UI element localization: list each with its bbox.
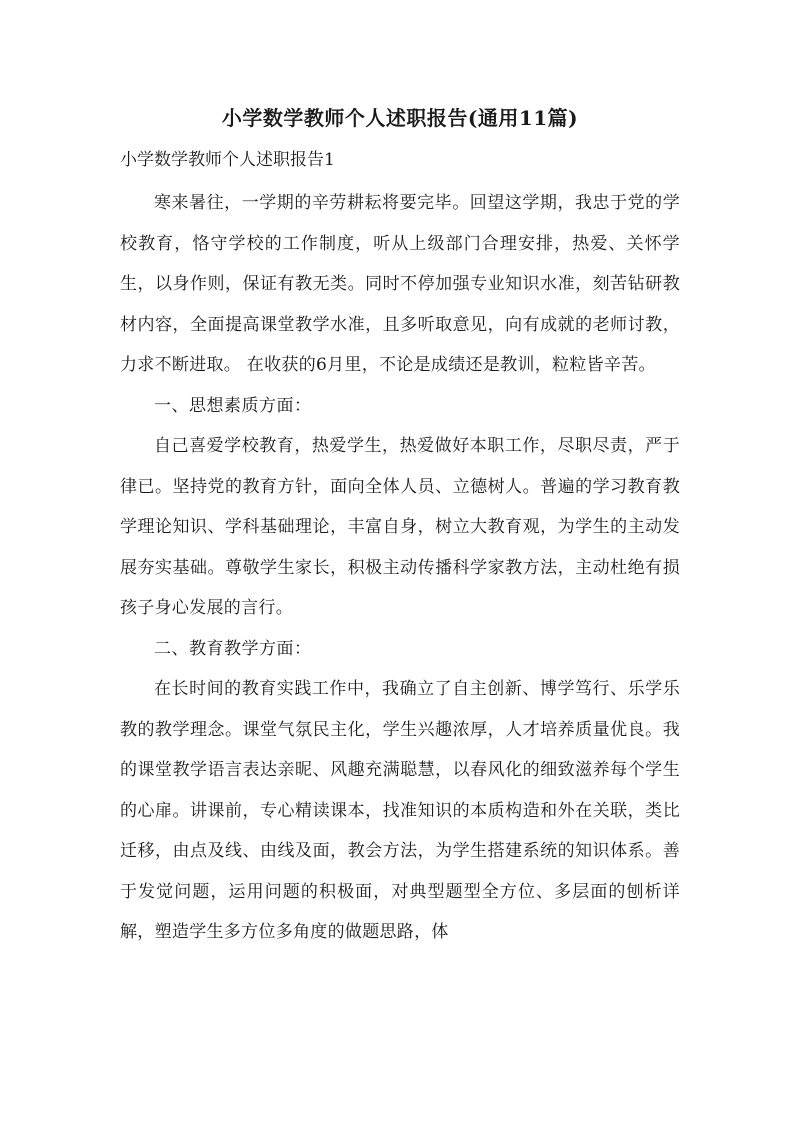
paragraph-ideology: 自己喜爱学校教育，热爱学生，热爱做好本职工作，尽职尽责，严于律已。坚持党的教育方针，面向全体人员、立德树人。普遍的学习教育教学理论知识、学科基础理论，丰富自身，树立大教育观，为学生的主动发展夯实基础。尊敬学生家长，积极主动传播科学家教方法，主动杜绝有损孩子身心发展的言行。 (120, 436, 680, 618)
document-title: 小学数学教师个人述职报告(通用11篇) (221, 106, 579, 130)
paragraph-teaching: 在长时间的教育实践工作中，我确立了自主创新、博学笃行、乐学乐教的教学理念。课堂气氛民主化，学生兴趣浓厚，人才培养质量优良。我的课堂教学语言表达亲昵、风趣充满聪慧，以春风化的细致滋养每个学生的心扉。讲课前，专心精读课本，找准知识的本质构造和外在关联，类比迁移，由点及线、由线及面，教会方法，为学生搭建系统的知识体系。善于发觉问题，运用问题的积极面，对典型题型全方位、多层面的刨析详解，塑造学生多方位多角度的做题思路，体 (120, 679, 680, 942)
paragraph-intro: 寒来暑往，一学期的辛劳耕耘将要完毕。回望这学期，我忠于党的学校教育，恪守学校的工作制度，听从上级部门合理安排，热爱、关怀学生，以身作则，保证有教无类。同时不停加强专业知识水准，刻苦钻研教材内容，全面提高课堂教学水准，且多听取意见，向有成就的老师讨教，力求不断进取。 在收获的6月里，不论是成绩还是教训，粒粒皆辛苦。 (120, 193, 680, 375)
section-heading-ideology: 一、思想素质方面： (154, 395, 312, 416)
document-body (120, 183, 680, 953)
document-subtitle: 小学数学教师个人述职报告1 (120, 150, 335, 170)
section-heading-teaching: 二、教育教学方面： (154, 638, 312, 659)
